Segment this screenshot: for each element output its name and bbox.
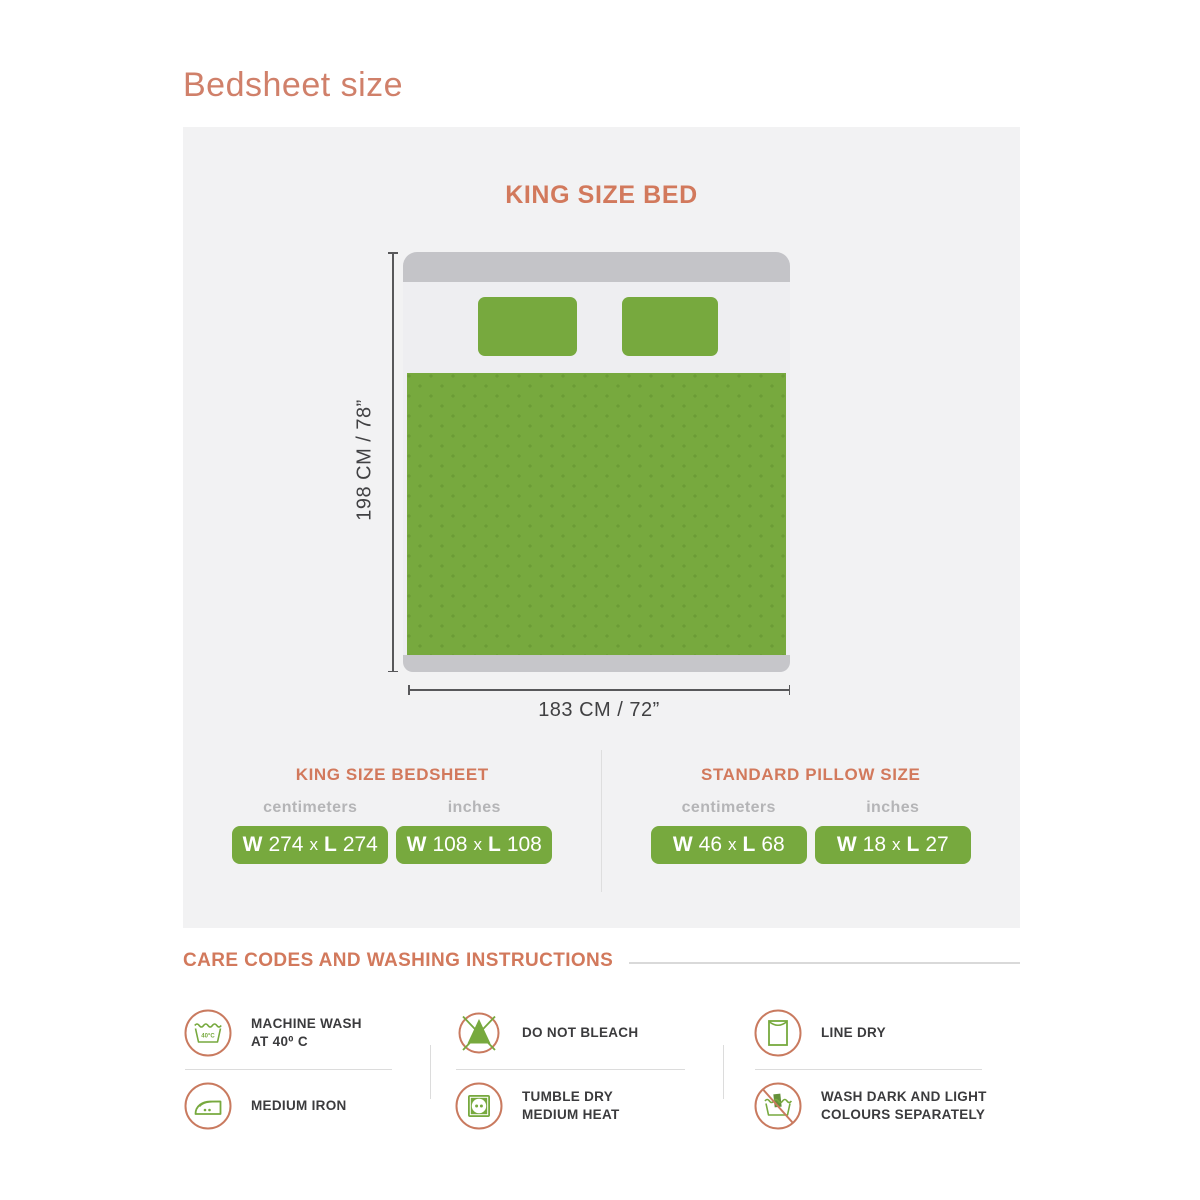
length-value: 274 [342, 833, 378, 856]
do-not-bleach-icon [454, 1008, 504, 1058]
pillow-left [478, 297, 577, 356]
width-dimension-label: 183 CM / 72” [538, 699, 660, 721]
length-key: L [324, 833, 337, 856]
bedsheet-inches-label: inches [447, 799, 501, 816]
length-key: L [742, 833, 756, 856]
page-title: Bedsheet size [183, 66, 404, 104]
care-item-line-dry [753, 1002, 1020, 1064]
width-value: 46 [698, 833, 722, 856]
bedsheet-size-table [183, 765, 602, 864]
tumble-dry-icon [454, 1081, 504, 1131]
pillow-inches-label: inches [866, 799, 920, 816]
care-section-heading [183, 950, 1020, 972]
width-key: W [406, 833, 427, 856]
length-value: 108 [506, 833, 542, 856]
bed-diagram [403, 252, 790, 672]
care-item-tumble-dry [454, 1075, 723, 1137]
care-label: TUMBLE DRY MEDIUM HEAT [522, 1088, 620, 1122]
care-heading-text: CARE CODES AND WASHING INSTRUCTIONS [183, 950, 614, 971]
pillow-table-heading: STANDARD PILLOW SIZE [701, 765, 921, 784]
care-column-divider [430, 1045, 431, 1099]
bedsheet-table-heading: KING SIZE BEDSHEET [295, 765, 489, 784]
width-value: 18 [862, 833, 886, 856]
width-key: W [672, 833, 693, 856]
width-dimension-line [408, 689, 790, 691]
pillow-inches-pill [815, 826, 971, 864]
pillow-right [622, 297, 718, 356]
height-dimension-label: 198 CM / 78” [353, 399, 376, 521]
bed-footboard [403, 655, 790, 672]
care-label: MACHINE WASH AT 40⁰ C [251, 1015, 362, 1049]
bed-headboard [403, 252, 790, 282]
length-value: 27 [925, 833, 949, 856]
care-row-divider [755, 1069, 982, 1070]
tables-divider [601, 750, 602, 892]
king-size-bed-heading: KING SIZE BED [505, 181, 698, 209]
care-row-divider [185, 1069, 392, 1070]
height-dimension-line [392, 252, 394, 672]
care-column-3 [723, 1002, 1020, 1148]
care-row-divider [456, 1069, 685, 1070]
line-dry-icon [753, 1008, 803, 1058]
width-key: W [242, 833, 263, 856]
care-label: DO NOT BLEACH [522, 1024, 639, 1040]
care-column-2 [430, 1002, 723, 1148]
bedsheet-cm-pill [232, 826, 388, 864]
width-value: 274 [268, 833, 304, 856]
machine-wash-icon [183, 1008, 233, 1058]
care-label: WASH DARK AND LIGHT COLOURS SEPARATELY [821, 1088, 987, 1122]
width-key: W [836, 833, 857, 856]
length-value: 68 [761, 833, 785, 856]
wash-temperature-text: 40°C [201, 1033, 215, 1040]
bedsheet-inches-pill [396, 826, 552, 864]
bedsheet [407, 373, 786, 655]
length-key: L [906, 833, 920, 856]
care-column-divider [723, 1045, 724, 1099]
care-column-1 [183, 1002, 430, 1148]
care-item-wash-separately [753, 1075, 1020, 1137]
care-codes-grid [183, 1002, 1020, 1148]
bedsheet-size-panel [183, 127, 1020, 928]
separator: x [473, 835, 482, 854]
separator: x [309, 835, 318, 854]
length-key: L [488, 833, 501, 856]
pillow-cm-pill [651, 826, 807, 864]
care-item-medium-iron [183, 1075, 430, 1137]
care-label: MEDIUM IRON [251, 1097, 347, 1113]
bedsheet-cm-label: centimeters [263, 799, 358, 816]
separator: x [728, 835, 737, 854]
pillow-cm-label: centimeters [681, 799, 776, 816]
medium-iron-icon [183, 1081, 233, 1131]
care-heading-rule [629, 962, 1020, 964]
width-value: 108 [432, 833, 468, 856]
wash-separately-icon [753, 1081, 803, 1131]
care-item-machine-wash [183, 1002, 430, 1064]
care-item-do-not-bleach [454, 1002, 723, 1064]
care-label: LINE DRY [821, 1024, 886, 1040]
separator: x [892, 835, 901, 854]
pillow-size-table [602, 765, 1021, 864]
